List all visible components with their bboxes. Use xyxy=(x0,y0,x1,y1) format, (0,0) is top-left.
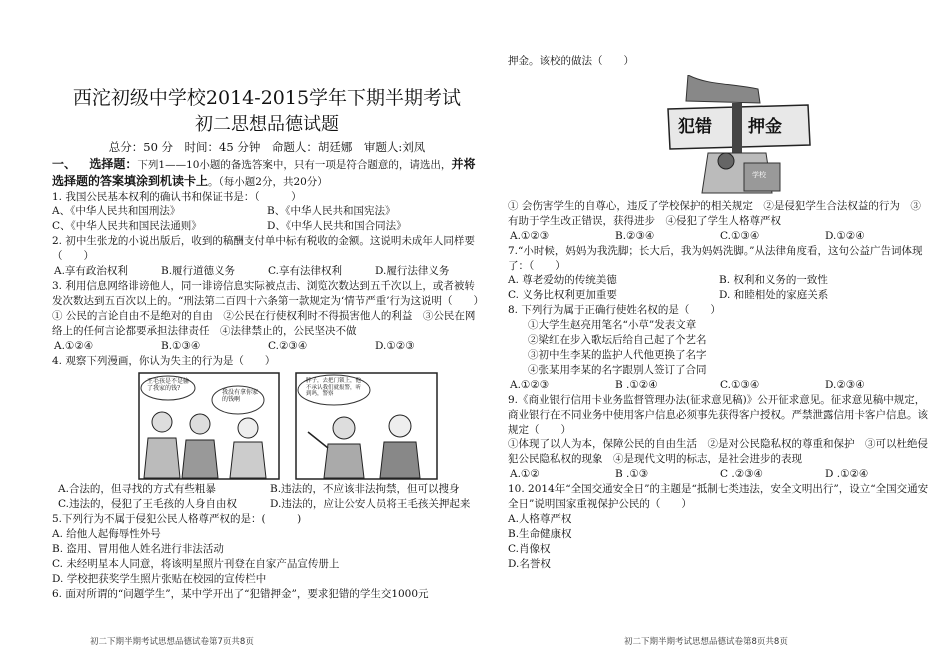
question-6-options xyxy=(508,229,930,244)
q1-option-b: B、《中华人民共和国宪法》 xyxy=(267,205,396,218)
section-number: 一、 xyxy=(52,156,77,171)
q9-option-c: C .②③④ xyxy=(720,468,763,481)
q4-option-b: B.违法的，不应该非法拘禁，但可以搜身 xyxy=(270,483,460,496)
desk-label: 学校 xyxy=(752,170,766,179)
q8-item-4: ④张某用李某的名字跟别人签订了合同 xyxy=(528,363,707,376)
question-7-options xyxy=(508,273,930,303)
deposit-illustration xyxy=(648,75,828,195)
right-column xyxy=(508,0,930,572)
question-6-continued: 押金。该校的做法（ ） xyxy=(508,55,634,67)
q10-option-a: A.人格尊严权 xyxy=(508,512,572,525)
cartoon-bubble-left-2: 我没有拿你家的钱啊 xyxy=(222,389,259,404)
exam-subtitle: 初二思想品德试题 xyxy=(195,113,339,135)
question-2: 2. 初中生张龙的小说出版后，收到的稿酬支付单中标有税收的金额。这说明未成年人同样要（ ） xyxy=(52,235,475,263)
q6-option-d: D.①②④ xyxy=(825,229,865,242)
q2-option-a: A.享有政治权利 xyxy=(54,265,128,278)
section-head: 选择题： xyxy=(89,156,138,171)
q2-option-d: D.履行法律义务 xyxy=(375,265,450,278)
footer-right: 初二下期半期考试思想品德试卷第8页共8页 xyxy=(624,637,788,647)
question-1: 1. 我国公民基本权利的确认书和保证书是：（ ） xyxy=(52,190,302,203)
section-bold: 并将选择题的答案填涂到机读卡上 xyxy=(52,156,476,188)
question-8-options xyxy=(508,378,930,393)
q8-item-3: ③初中生李某的监护人代他更换了名字 xyxy=(528,348,707,361)
question-3: 3. 利用信息网络诽谤他人，同一诽谤信息实际被点击、浏览次数达到五千次以上，或者被转发次数达到五百次以上的。“刑法第二百四十六条第一款规定为‘情节严重’行为这说明（ ） xyxy=(52,280,485,307)
q7-option-d: D. 和睦相处的家庭关系 xyxy=(719,289,829,302)
question-10: 10. 2014年“全国交通安全日”的主题是“抵制七类违法，安全文明出行”，设立“全国交通安全日”说明国家重视保护公民的（ ） xyxy=(508,483,929,511)
q8-option-b: B .①②④ xyxy=(615,378,658,391)
q9-option-a: A.①② xyxy=(510,468,540,481)
question-2-options xyxy=(52,264,482,279)
q9-option-b: B .①③ xyxy=(615,468,649,481)
q10-option-c: C.肖像权 xyxy=(508,542,551,555)
exam-title: 西沱初级中学校2014-2015学年下期半期考试 xyxy=(72,87,462,109)
question-9-statements: ①体现了以人为本，保障公民的自由生活 ②是对公民隐私权的尊重和保护 ③可以杜绝侵犯公民隐私权的现象 ④是现代文明的标志，是社会进步的表现 xyxy=(508,438,928,466)
q5-option-b: B. 盗用、冒用他人姓名进行非法活动 xyxy=(52,543,224,556)
q7-option-c: C. 义务比权利更加重要 xyxy=(508,289,617,302)
q4-option-a: A.合法的，但寻找的方式有些粗暴 xyxy=(58,483,216,496)
q8-item-1: ①大学生赵亮用笔名“小草”发表文章 xyxy=(528,319,697,332)
q2-option-b: B.履行道德义务 xyxy=(161,265,236,278)
cartoon-bubble-right: 胖子，去把门锁上，他不承认我们就报警，听到吗，警察 xyxy=(306,378,362,398)
question-9-options xyxy=(508,467,930,482)
q7-option-a: A. 尊老爱幼的传统美德 xyxy=(508,274,617,287)
question-3-statements: ① 公民的言论自由不是绝对的自由 ②公民在行使权利时不得损害他人的利益 ③公民在网络上的任何言论都要承担法律责任 ④法律禁止的，公民坚决不做 xyxy=(52,309,476,337)
q2-option-c: C.享有法律权利 xyxy=(268,265,342,278)
q8-option-d: D.②③④ xyxy=(825,378,865,391)
q7-option-b: B. 权利和义务的一致性 xyxy=(719,274,828,287)
question-4-options xyxy=(52,482,482,512)
section-tail: 。（每小题2分，共20分） xyxy=(208,175,328,188)
q5-option-a: A. 给他人起侮辱性外号 xyxy=(52,528,161,541)
q4-option-d: D.违法的，应让公安人员将王毛孩关押起来 xyxy=(270,498,471,511)
q8-option-c: C.①③④ xyxy=(720,378,760,391)
q6-option-b: B.②③④ xyxy=(615,229,655,242)
question-9: 9.《商业银行信用卡业务监督管理办法(征求意见稿)》公开征求意见。征求意见稿中规定，商业银行在不同业务中使用客户信息必须事先获得客户授权。严禁泄露信用卡客户信息。该规定（ ） xyxy=(508,393,928,436)
q8-option-a: A.①②③ xyxy=(510,378,550,391)
question-8: 8. 下列行为属于正确行使姓名权的是（ ） xyxy=(508,304,721,317)
q1-option-d: D、《中华人民共和国合同法》 xyxy=(267,220,407,233)
section-text: 下列1——10小题的备选答案中，只有一项是符合题意的，请选出， xyxy=(137,158,452,171)
q4-option-c: C.违法的，侵犯了王毛孩的人身自由权 xyxy=(58,498,237,511)
deposit-svg xyxy=(648,75,828,195)
q6-option-c: C.①③④ xyxy=(720,229,760,242)
sign-word-1: 犯错 xyxy=(678,116,712,137)
q9-option-d: D .①②④ xyxy=(825,468,869,481)
q8-item-2: ②梁红在步入歌坛后给自己起了个艺名 xyxy=(528,334,707,347)
question-5: 5.下列行为不属于侵犯公民人格尊严权的是：( ) xyxy=(52,513,302,526)
left-column xyxy=(52,0,485,602)
exam-meta: 总分：50 分 时间：45 分钟 命题人：胡廷娜 审题人:刘凤 xyxy=(108,140,426,155)
question-1-options xyxy=(52,204,482,234)
question-3-options xyxy=(52,339,482,354)
question-7: 7.“小时候，妈妈为我洗脚；长大后，我为妈妈洗脚。”从法律角度看，这句公益广告词体现了：（ ） xyxy=(508,244,923,272)
cartoon-illustration xyxy=(138,372,438,480)
question-6: 6. 面对所谓的“问题学生”，某中学开出了“犯错押金”，要求犯错的学生交1000元 xyxy=(52,587,429,600)
q3-option-a: A.①②④ xyxy=(54,339,94,352)
footer-left: 初二下期半期考试思想品德试卷第7页共8页 xyxy=(90,637,254,647)
question-4: 4. 观察下列漫画，你认为失主的行为是（ ） xyxy=(52,354,276,367)
q10-option-d: D.名誉权 xyxy=(508,557,551,570)
q3-option-b: B.①③④ xyxy=(161,339,201,352)
q6-option-a: A.①②③ xyxy=(510,229,550,242)
section-1-heading xyxy=(52,156,482,190)
q5-option-d: D. 学校把获奖学生照片张贴在校园的宣传栏中 xyxy=(52,572,267,585)
q10-option-b: B.生命健康权 xyxy=(508,527,572,540)
cartoon-bubble-left-1: 王毛孩是不是偷了我家的钱? xyxy=(147,378,190,393)
q1-option-c: C、《中华人民共和国民法通则》 xyxy=(52,220,202,233)
q1-option-a: A、《中华人民共和国刑法》 xyxy=(52,205,181,218)
q3-option-d: D.①②③ xyxy=(375,339,415,352)
q5-option-c: C. 未经明星本人同意，将该明星照片刊登在自家产品宣传册上 xyxy=(52,557,340,570)
question-6-statements: ① 会伤害学生的自尊心，违反了学校保护的相关规定 ②是侵犯学生合法权益的行为 ③有助于学生改正错误，获得进步 ④侵犯了学生人格尊严权 xyxy=(508,199,921,227)
q3-option-c: C.②③④ xyxy=(268,339,308,352)
sign-word-2: 押金 xyxy=(748,116,782,137)
